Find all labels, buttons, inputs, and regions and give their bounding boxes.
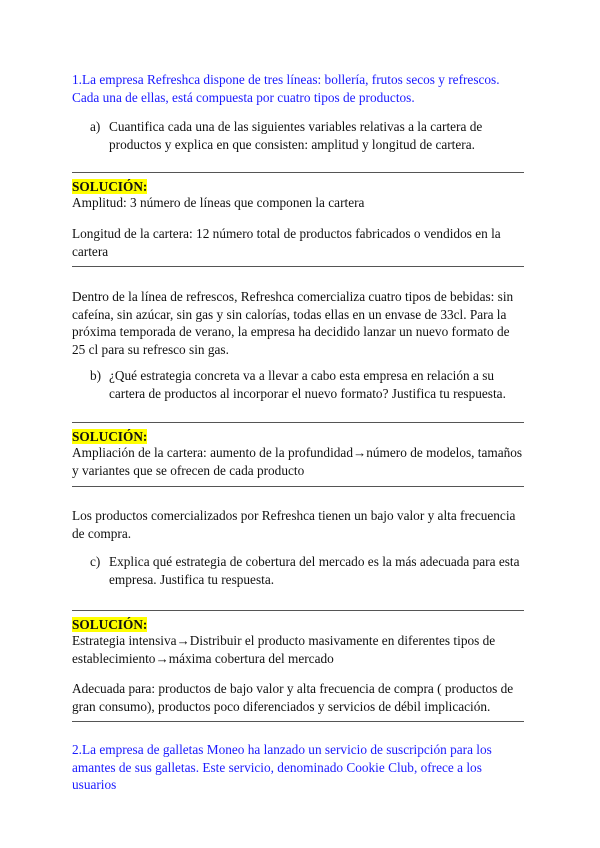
solution-a-heading — [72, 178, 524, 196]
solution-b-text: Ampliación de la cartera: aumento de la profundidad→número de modelos, tamaños y variantes que se ofrecen de cada producto — [72, 445, 523, 478]
divider — [72, 610, 524, 611]
item-label-b: b) — [90, 368, 102, 383]
divider — [72, 172, 524, 173]
item-text-b: ¿Qué estrategia concreta va a llevar a cabo esta empresa en relación a su cartera de productos al incorporar el nuevo formato? Justifica tu respuesta. — [109, 368, 506, 401]
item-label-a: a) — [90, 119, 101, 134]
solution-label: SOLUCIÓN: — [72, 179, 148, 194]
question-1-intro: 1.La empresa Refreshca dispone de tres líneas: bollería, frutos secos y refrescos. Cada una de ellas, está compuesta por cuatro tipos de productos. — [72, 72, 500, 105]
solution-b-heading — [72, 428, 524, 446]
solution-c-adecuada: Adecuada para: productos de bajo valor y alta frecuencia de compra ( productos de gran consumo), productos poco diferenciados y servicios de débil implicación. — [72, 681, 514, 714]
item-label-c: c) — [90, 554, 101, 569]
item-text-c: Explica qué estrategia de cobertura del mercado es la más adecuada para esta empresa. Justifica tu respuesta. — [109, 554, 520, 587]
context-b: Dentro de la línea de refrescos, Refreshca comercializa cuatro tipos de bebidas: sin cafeína, sin azúcar, sin gas y sin calorías, todas ellas en un envase de 33cl. Para la próxima temporada de verano, la empresa ha decidido lanzar un nuevo formato de 25 cl para su refresco sin gas. — [72, 289, 514, 357]
item-text-a: Cuantifica cada una de las siguientes variables relativas a la cartera de productos y explica en que consisten: amplitud y longitud de cartera. — [109, 119, 483, 152]
question-1b — [90, 367, 520, 402]
context-c: Los productos comercializados por Refreshca tienen un bajo valor y alta frecuencia de compra. — [72, 508, 516, 541]
solution-c-text: Estrategia intensiva→Distribuir el producto masivamente en diferentes tipos de establecimiento→máxima cobertura del mercado — [72, 633, 496, 666]
divider — [72, 266, 524, 267]
question-1a — [90, 118, 520, 153]
solution-a-amplitud: Amplitud: 3 número de líneas que componen la cartera — [72, 195, 365, 210]
divider — [72, 721, 524, 722]
question-2-intro: 2.La empresa de galletas Moneo ha lanzado un servicio de suscripción para los amantes de sus galletas. Este servicio, denominado Cookie Club, ofrece a los usuarios — [72, 742, 492, 792]
divider — [72, 422, 524, 423]
solution-c-heading — [72, 616, 524, 634]
solution-label: SOLUCIÓN: — [72, 617, 148, 632]
solution-a-longitud: Longitud de la cartera: 12 número total de productos fabricados o vendidos en la cartera — [72, 226, 501, 259]
solution-label: SOLUCIÓN: — [72, 429, 148, 444]
question-1c — [90, 553, 520, 588]
divider — [72, 486, 524, 487]
